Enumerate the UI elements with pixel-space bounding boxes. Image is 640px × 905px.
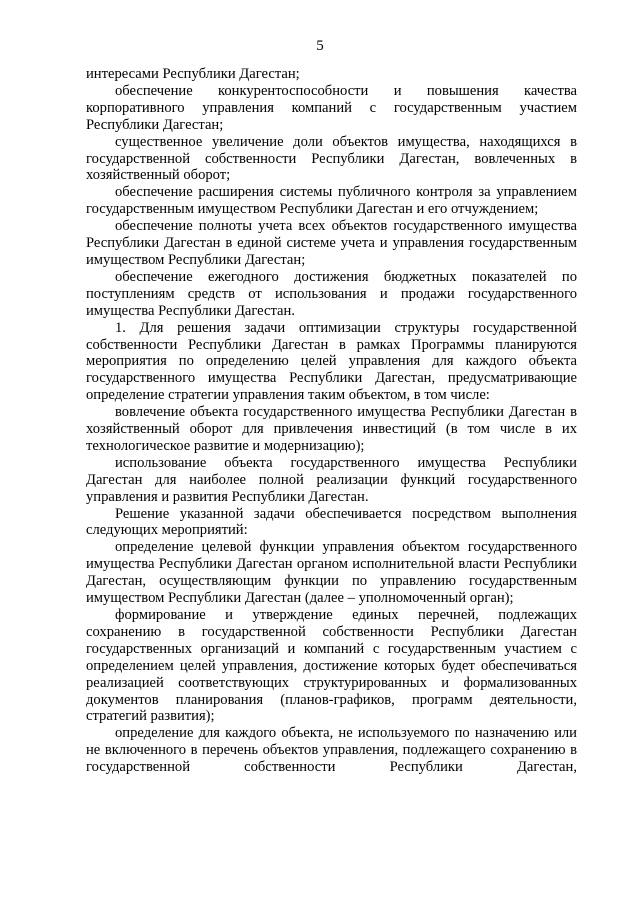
paragraph-target-function: определение целевой функции управления объектом государственного имущества Республики Дагестан органом исполнительной власти Республики Дагестан, осуществляющим функции по управлению государственным имуществом Республики Дагестан (далее – уполномоченный орган); xyxy=(86,539,577,607)
paragraph-unused-objects: определение для каждого объекта, не используемого по назначению или не включенного в перечень объектов управления, подлежащего сохранению в государственной собственности Республики Дагестан, xyxy=(86,725,577,776)
paragraph-corporate-governance: обеспечение конкурентоспособности и повышения качества корпоративного управления компаний с государственным участием Республики Дагестан; xyxy=(86,82,577,133)
page-number: 5 xyxy=(316,38,324,54)
paragraph-accounting-completeness: обеспечение полноты учета всех объектов государственного имущества Республики Дагестан в единой системе учета и управления государственным имуществом Республики Дагестан; xyxy=(86,218,577,268)
paragraph-state-functions: использование объекта государственного имущества Республики Дагестан для наиболее полной реализации функций государственного управления и развития Республики Дагестан. xyxy=(86,454,577,505)
paragraph-continuation: интересами Республики Дагестан; xyxy=(86,66,300,82)
paragraph-economic-turnover: существенное увеличение доли объектов имущества, находящихся в государственной собственности Республики Дагестан, вовлеченных в хозяйственный оборот; xyxy=(86,133,577,184)
paragraph-task-solution: Решение указанной задачи обеспечивается посредством выполнения следующих мероприятий: xyxy=(86,505,577,539)
paragraph-public-control: обеспечение расширения системы публичного контроля за управлением государственным имуществом Республики Дагестан и его отчуждением; xyxy=(86,184,577,218)
document-body xyxy=(86,66,577,776)
paragraph-task-1: 1. Для решения задачи оптимизации структуры государственной собственности Республики Дагестан в рамках Программы планируются мероприятия по определению целей управления для каждого объекта государственного имущества Республики Дагестан, предусматривающие определение стратегии управления таким объектом, в том числе: xyxy=(86,319,577,404)
paragraph-budget-indicators: обеспечение ежегодного достижения бюджетных показателей по поступлениям средств от использования и продажи государственного имущества Республики Дагестан. xyxy=(86,268,577,319)
paragraph-unified-lists: формирование и утверждение единых перечней, подлежащих сохранению в государственной собственности Республики Дагестан государственных организаций и компаний с государственным участием с определением целей управления, достижение которых будет обеспечиваться реализацией соответствующих структурированных и формализованных документов планирования (планов-графиков, программ деятельности, стратегий развития); xyxy=(86,607,577,725)
paragraph-investment-involvement: вовлечение объекта государственного имущества Республики Дагестан в хозяйственный оборот для привлечения инвестиций (в том числе в их технологическое развитие и модернизацию); xyxy=(86,404,577,454)
